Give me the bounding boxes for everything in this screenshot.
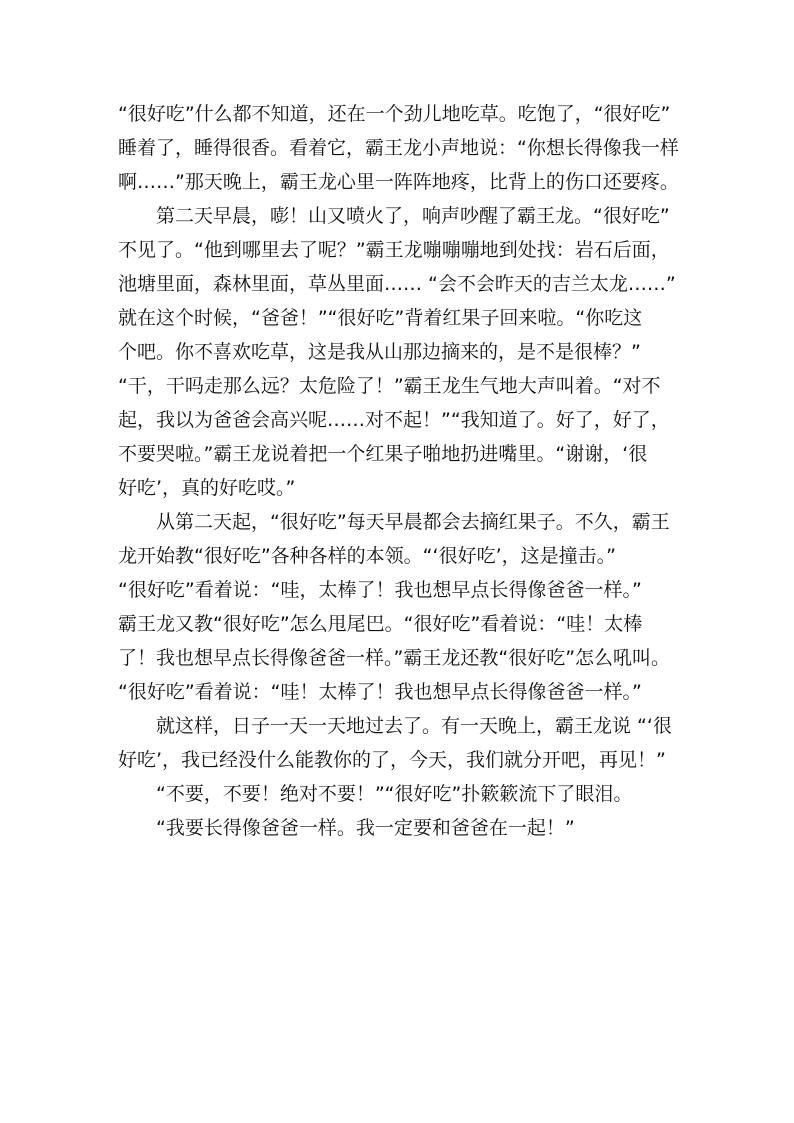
text-line: “很好吃”看着说：“哇！太棒了！我也想早点长得像爸爸一样。”: [118, 681, 642, 703]
text-line: 霸王龙又教“很好吃”怎么甩尾巴。“很好吃”看着说：“哇！太棒: [118, 613, 643, 635]
document-page: [118, 97, 678, 845]
text-line: 龙开始教“很好吃”各种各样的本领。“‘很好吃’，这是撞击。”: [118, 545, 616, 567]
paragraph-start-line: 第二天早晨，嘭！山又喷火了，响声吵醒了霸王龙。“很好吃”: [156, 205, 670, 227]
text-line: 好吃’，真的好吃哎。”: [118, 477, 296, 499]
paragraph-start-line: “我要长得像爸爸一样。我一定要和爸爸在一起！”: [156, 817, 575, 839]
text-line: 不见了。“他到哪里去了呢？”霸王龙嘣嘣嘣地到处找：岩石后面，: [118, 239, 670, 261]
paragraph-start-line: “不要，不要！绝对不要！”“很好吃”扑簌簌流下了眼泪。: [156, 783, 633, 805]
text-line: 起，我以为爸爸会高兴呢……对不起！”“我知道了。好了，好了，: [118, 409, 670, 431]
text-line: 不要哭啦。”霸王龙说着把一个红果子啪地扔进嘴里。“谢谢，‘很: [118, 443, 648, 465]
text-line: 池塘里面，森林里面，草丛里面…… “会不会昨天的吉兰太龙……”: [118, 273, 676, 295]
text-line: “很好吃”看着说：“哇，太棒了！我也想早点长得像爸爸一样。”: [118, 579, 642, 601]
text-line: “干，干吗走那么远？太危险了！”霸王龙生气地大声叫着。“对不: [118, 375, 661, 397]
text-line: “很好吃”什么都不知道，还在一个劲儿地吃草。吃饱了，“很好吃”: [118, 103, 671, 125]
text-line: 啊……”那天晚上，霸王龙心里一阵阵地疼，比背上的伤口还要疼。: [118, 171, 679, 193]
text-line: 个吧。你不喜欢吃草，这是我从山那边摘来的，是不是很棒？”: [118, 341, 641, 363]
paragraph-start-line: 就这样，日子一天一天地过去了。有一天晚上，霸王龙说 “‘很: [156, 715, 672, 737]
text-line: 了！我也想早点长得像爸爸一样。”霸王龙还教“很好吃”怎么吼叫。: [118, 647, 671, 669]
text-line: 就在这个时候，“爸爸！”“很好吃”背着红果子回来啦。“你吃这: [118, 307, 643, 329]
text-line: 好吃’，我已经没什么能教你的了，今天，我们就分开吧，再见！”: [118, 749, 666, 771]
text-line: 睡着了，睡得很香。看着它，霸王龙小声地说：“你想长得像我一样: [118, 137, 679, 159]
paragraph-start-line: 从第二天起，“很好吃”每天早晨都会去摘红果子。不久，霸王: [156, 511, 670, 533]
